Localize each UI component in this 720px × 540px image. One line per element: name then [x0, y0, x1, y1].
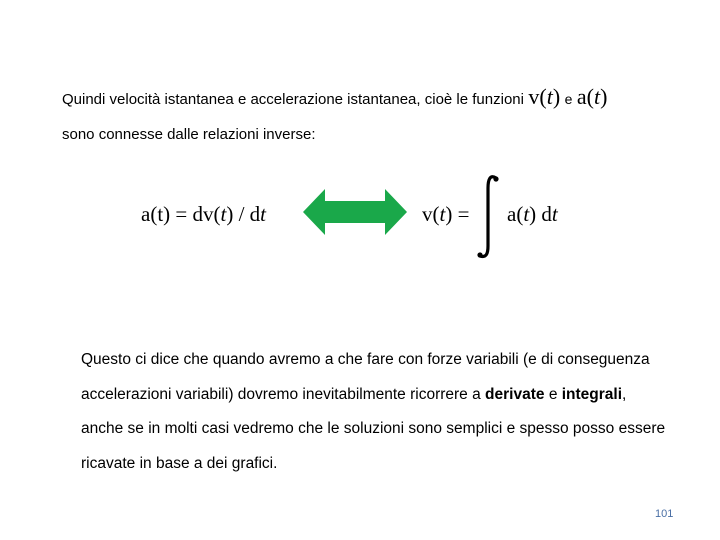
intro-line-2: sono connesse dalle relazioni inverse: [62, 126, 316, 143]
paragraph-line-3: anche se in molti casi vedremo che le soluzioni sono semplici e spesso posso essere [81, 420, 666, 437]
func-v: v(t) [528, 84, 561, 109]
paragraph-line-2: accelerazioni variabili) dovremo inevitabilmente ricorrere a derivate e integrali, [81, 385, 627, 403]
intro-line [62, 84, 607, 110]
derivative-formula: a(t) = dv(t) / dt [141, 202, 266, 226]
double-arrow-icon [303, 189, 407, 235]
keyword-derivate: derivate [485, 385, 545, 403]
integrand: a(t) dt [507, 202, 558, 226]
page-number: 101 [655, 508, 674, 520]
keyword-integrali: integrali [561, 385, 623, 403]
explanation-paragraph [81, 343, 701, 481]
func-a: a(t) [576, 84, 608, 109]
paragraph-line-1: Questo ci dice che quando avremo a che fare con forze variabili (e di conseguenza [81, 351, 650, 368]
intro-text: Quindi velocità istantanea e accelerazione istantanea, cioè le funzioni [62, 91, 524, 108]
conjunction: e [564, 91, 573, 107]
integral-lhs: v(t) = [422, 202, 470, 226]
paragraph-line-4: ricavate in base a dei grafici. [81, 454, 278, 472]
integral-icon [476, 174, 500, 260]
